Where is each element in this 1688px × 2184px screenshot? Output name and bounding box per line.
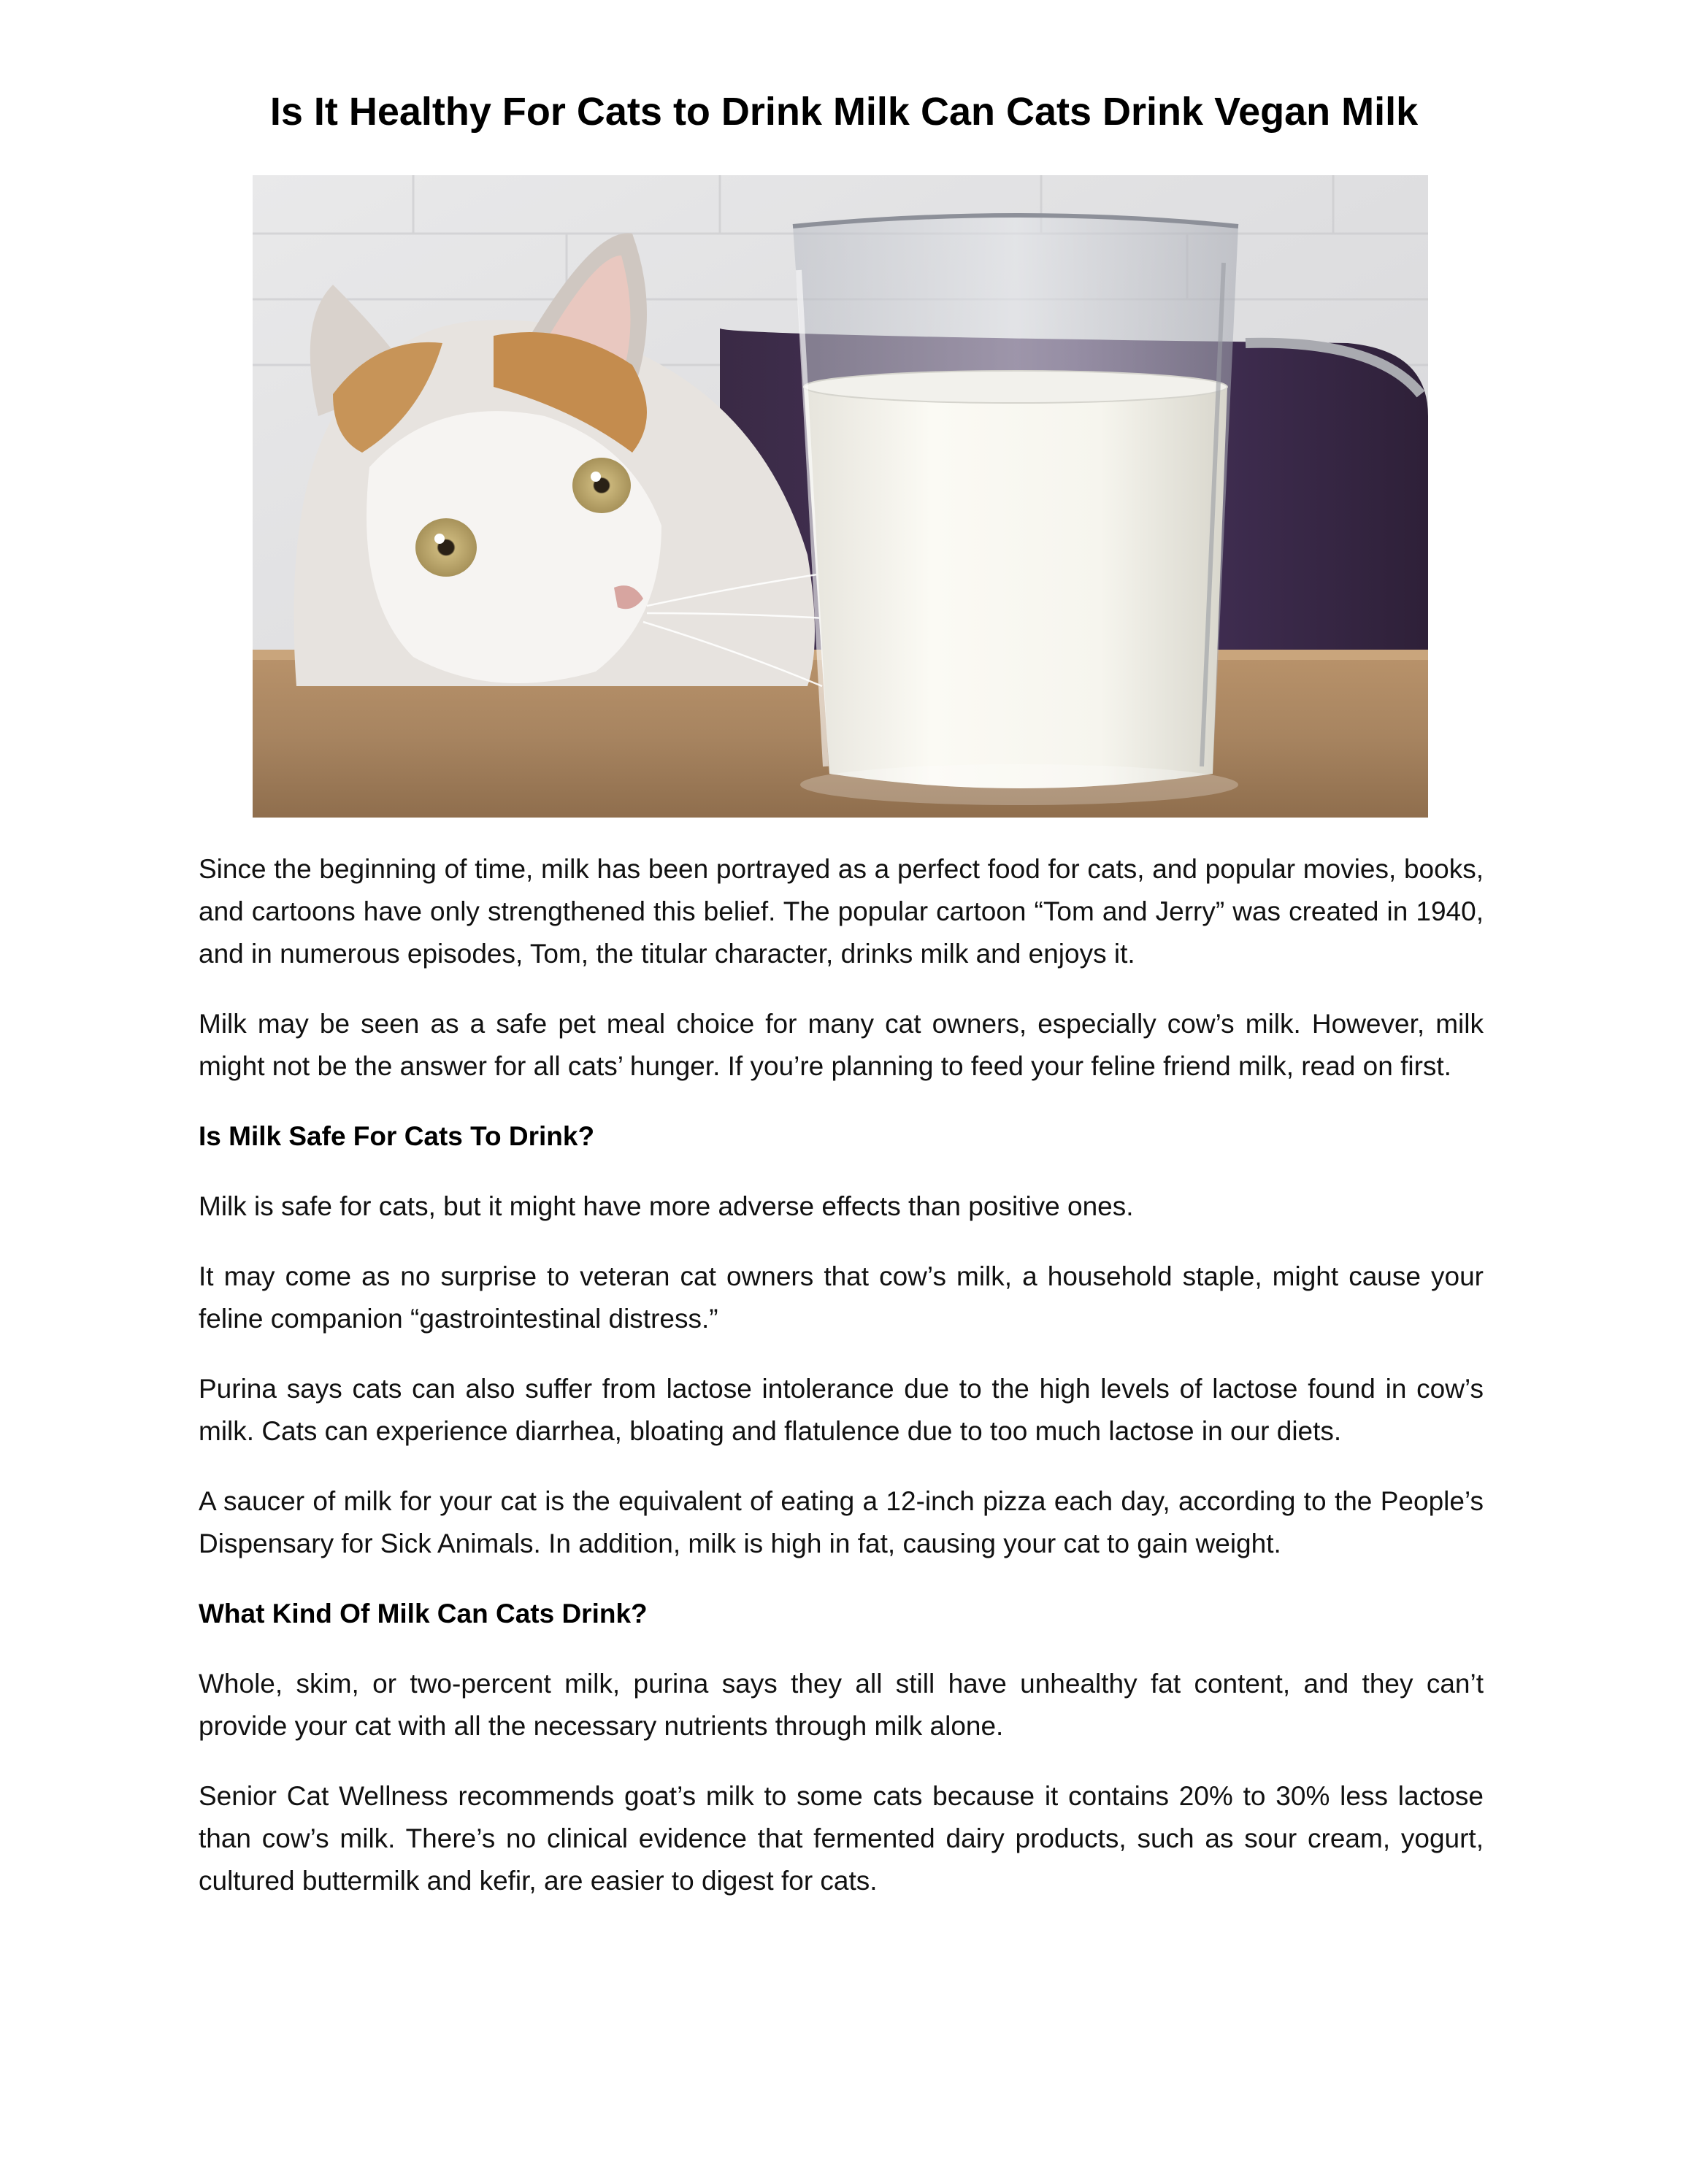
- paragraph-veteran-owners: It may come as no surprise to veteran cat owners that cow’s milk, a household staple, might cause your feline companion “gastrointestinal distress.”: [199, 1261, 1484, 1334]
- cat-with-milk-glass-photo-icon: [253, 175, 1428, 818]
- paragraph-cow-milk: Milk may be seen as a safe pet meal choice for many cat owners, especially cow’s milk. However, milk might not be the answer for all cats’ hunger. If you’re planning to feed your feline friend milk, read on first.: [199, 1009, 1484, 1081]
- section-heading-what-kind: What Kind Of Milk Can Cats Drink?: [199, 1599, 648, 1629]
- article-body: [199, 848, 1484, 1930]
- paragraph-intro: Since the beginning of time, milk has been portrayed as a perfect food for cats, and popular movies, books, and cartoons have only strengthened this belief. The popular cartoon “Tom and Jerry” was created in 1940, and in numerous episodes, Tom, the titular character, drinks milk and enjoys it.: [199, 854, 1484, 969]
- paragraph-goat-milk: Senior Cat Wellness recommends goat’s milk to some cats because it contains 20% to 30% less lactose than cow’s milk. There’s no clinical evidence that fermented dairy products, such as sour cream, yogurt, cultured buttermilk and kefir, are easier to digest for cats.: [199, 1781, 1484, 1896]
- section-heading-is-milk-safe: Is Milk Safe For Cats To Drink?: [199, 1121, 595, 1151]
- hero-image: [253, 175, 1428, 818]
- page-title: Is It Healthy For Cats to Drink Milk Can Cats Drink Vegan Milk: [269, 90, 1419, 134]
- paragraph-whole-skim: Whole, skim, or two-percent milk, purina says they all still have unhealthy fat content, and they can’t provide your cat with all the necessary nutrients through milk alone.: [199, 1669, 1484, 1741]
- paragraph-saucer: A saucer of milk for your cat is the equivalent of eating a 12-inch pizza each day, according to the People’s Dispensary for Sick Animals. In addition, milk is high in fat, causing your cat to gain weight.: [199, 1486, 1484, 1558]
- paragraph-purina: Purina says cats can also suffer from lactose intolerance due to the high levels of lactose found in cow’s milk. Cats can experience diarrhea, bloating and flatulence due to too much lactose in our diets.: [199, 1374, 1484, 1446]
- paragraph-milk-safe: Milk is safe for cats, but it might have more adverse effects than positive ones.: [199, 1191, 1134, 1221]
